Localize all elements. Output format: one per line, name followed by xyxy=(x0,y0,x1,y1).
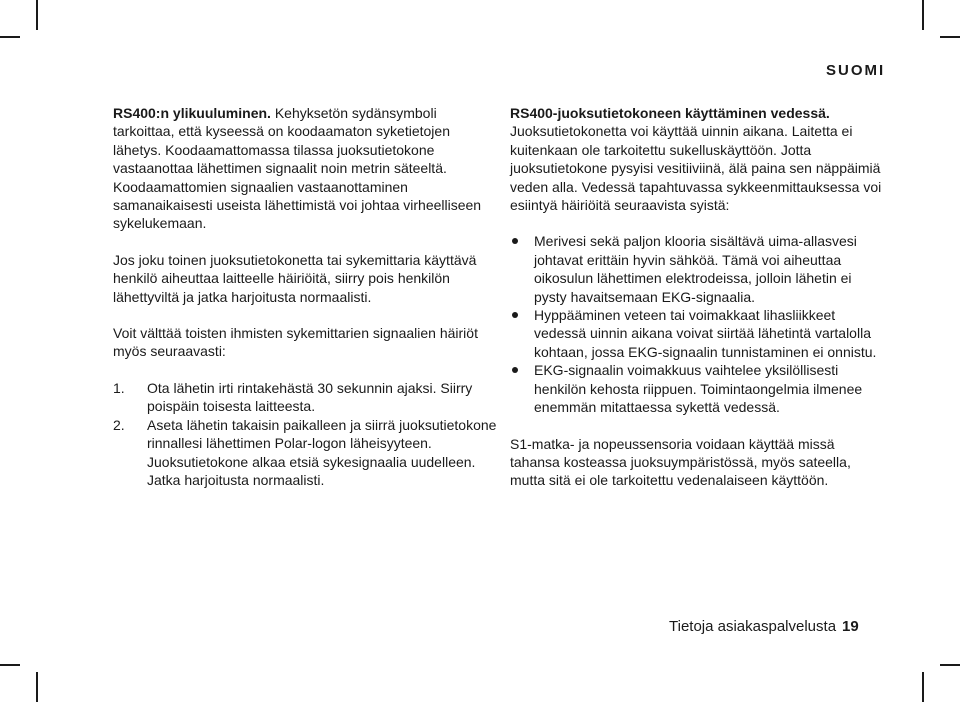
list-item: EKG-signaalin voimakkuus vaihtelee yksilöllisesti henkilön kehosta riippuen. Toimintaongelmia ilmenee enemmän mitattaessa sykettä vedessä. xyxy=(510,361,888,416)
crop-mark-bottom-right-vertical xyxy=(922,672,924,702)
overlap-lead: RS400:n ylikuuluminen. xyxy=(113,105,271,121)
page-number: 19 xyxy=(842,618,859,635)
right-column xyxy=(510,104,888,490)
crop-mark-bottom-left-horizontal xyxy=(0,664,20,666)
water-use-heading-text: RS400-juoksutietokoneen käyttäminen vedessä. xyxy=(510,105,830,121)
list-item: Hyppääminen veteen tai voimakkaat lihasliikkeet vedessä uinnin aikana voivat siirtää lähetintä vartalolla kohtaan, jossa EKG-signaalin tunnistaminen ei onnistu. xyxy=(510,306,888,361)
sensor-paragraph: S1-matka- ja nopeussensoria voidaan käyttää missä tahansa kosteassa juoksuympäristössä, myös sateella, mutta sitä ei ole tarkoitettu vedenalaiseen käyttöön. xyxy=(510,435,851,489)
step-text: Aseta lähetin takaisin paikalleen ja siirrä juoksutietokone rinnallesi lähettimen Polar-logon läheisyyteen. Juoksutietokone alkaa etsiä sykesignaalia uudelleen. Jatka harjoitusta normaalisti. xyxy=(147,416,497,488)
list-item xyxy=(113,416,498,490)
crop-mark-bottom-right-horizontal xyxy=(940,664,960,666)
left-column xyxy=(113,104,498,489)
steps-list xyxy=(113,379,498,489)
crop-mark-bottom-left-vertical xyxy=(36,672,38,702)
overlap-paragraph xyxy=(113,104,498,233)
water-use-heading xyxy=(510,104,888,122)
step-number: 2. xyxy=(113,416,125,433)
list-item: Merivesi sekä paljon klooria sisältävä uima-allasvesi johtavat erittäin hyvin sähköä. Tämä voi aiheuttaa oikosulun lähettimen elektrodeissa, jolloin lähetin ei pysty havaitsemaan EKG-signaalia. xyxy=(510,232,888,306)
crop-mark-top-left-vertical xyxy=(36,0,38,30)
section-label: SUOMI xyxy=(826,62,886,79)
step-number: 1. xyxy=(113,379,125,396)
crop-mark-top-left-horizontal xyxy=(0,36,20,38)
avoid-interference-paragraph: Voit välttää toisten ihmisten sykemittarien signaalien häiriöt myös seuraavasti: xyxy=(113,325,478,360)
crop-mark-top-right-horizontal xyxy=(940,36,960,38)
list-item xyxy=(113,379,498,416)
crop-mark-top-right-vertical xyxy=(922,0,924,30)
step-text: Ota lähetin irti rintakehästä 30 sekunnin ajaksi. Siirry poispäin toisesta laitteesta. xyxy=(147,379,473,415)
water-use-intro: Juoksutietokonetta voi käyttää uinnin aikana. Laitetta ei kuitenkaan ole tarkoitettu sukelluskäyttöön. Jotta juoksutietokone pysyisi vesitiiviinä, älä paina sen näppäimiä veden alla. Vedessä tapahtuvassa sykkeenmittauksessa voi esiintyä häiriöitä seuraavista syistä: xyxy=(510,123,882,214)
footer-section-title: Tietoja asiakaspalvelusta xyxy=(669,618,837,635)
interference-paragraph: Jos joku toinen juoksutietokonetta tai sykemittaria käyttävä henkilö aiheuttaa laitteelle häiriöitä, siirry pois henkilön lähettyviltä ja jatka harjoitusta normaalisti. xyxy=(113,251,477,305)
causes-list xyxy=(510,232,888,416)
overlap-text: Kehyksetön sydänsymboli tarkoittaa, että kyseessä on koodaamaton syketietojen lähetys. Koodaamattomassa tilassa juoksutietokone vastaanottaa lähettimen signaalit noin metrin säteeltä. Koodaamattomien signaalien vastaanottaminen samanaikaisesti useista lähettimistä voi johtaa virheelliseen sykelukemaan. xyxy=(113,105,482,232)
page-footer xyxy=(669,618,859,635)
